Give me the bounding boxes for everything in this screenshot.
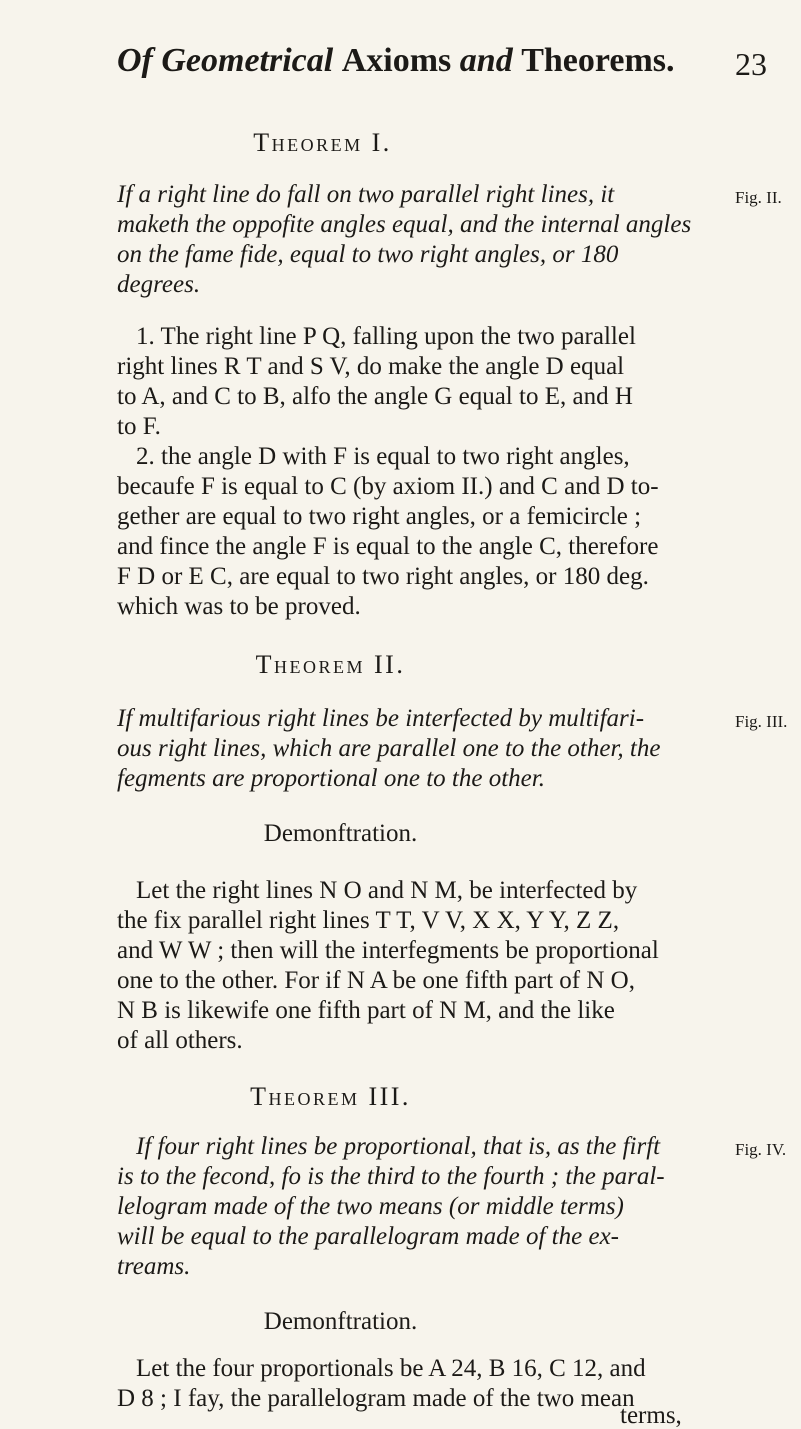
- theorem-1-statement-line: degrees.: [117, 271, 201, 298]
- theorem-3-demonstration-heading: Demonftration.: [263, 1308, 418, 1335]
- theorem-1-body-line: 1. The right line P Q, falling upon the two parallel: [136, 323, 636, 350]
- header-roman-1: Axioms: [341, 42, 452, 79]
- running-header: [117, 42, 675, 80]
- theorem-1-statement-line: If a right line do fall on two parallel right lines, it: [117, 181, 615, 208]
- theorem-1-statement-line: on the fame fide, equal to two right angles, or 180: [117, 241, 619, 268]
- theorem-1-body-line: becaufe F is equal to C (by axiom II.) and C and D to-: [117, 473, 659, 500]
- theorem-1-body-line: to F.: [117, 413, 161, 440]
- theorem-3-statement-line: lelogram made of the two means (or middle terms): [117, 1193, 624, 1220]
- theorem-3-statement-line: treams.: [117, 1253, 191, 1280]
- theorem-2-body-line: Let the right lines N O and N M, be interfected by: [136, 877, 638, 904]
- catchword: terms,: [620, 1402, 682, 1429]
- theorem-1-statement-line: maketh the oppofite angles equal, and the internal angles: [117, 211, 692, 238]
- theorem-2-fig-ref: Fig. III.: [735, 712, 788, 731]
- header-italic-2: and: [459, 42, 513, 79]
- theorem-2-body-line: of all others.: [117, 1027, 243, 1054]
- theorem-2-statement-line: ous right lines, which are parallel one to the other, the: [117, 735, 661, 762]
- theorem-1-body-line: F D or E C, are equal to two right angles, or 180 deg.: [117, 563, 649, 590]
- theorem-1-body-line: 2. the angle D with F is equal to two right angles,: [136, 443, 630, 470]
- theorem-1-heading: Theorem I.: [253, 128, 392, 157]
- theorem-3-body-line: D 8 ; I fay, the parallelogram made of the two mean: [117, 1385, 635, 1412]
- theorem-1-body-line: which was to be proved.: [117, 593, 361, 620]
- theorem-1-fig-ref: Fig. II.: [735, 188, 782, 207]
- theorem-3-body-line: Let the four proportionals be A 24, B 16, C 12, and: [136, 1355, 646, 1382]
- theorem-2-body-line: the fix parallel right lines T T, V V, X X, Y Y, Z Z,: [117, 907, 620, 934]
- page-number: 23: [735, 46, 767, 82]
- theorem-2-statement-line: If multifarious right lines be interfected by multifari-: [117, 705, 645, 732]
- theorem-3-statement-line: is to the fecond, fo is the third to the fourth ; the paral-: [117, 1163, 665, 1190]
- theorem-2-demonstration-heading: Demonftration.: [263, 820, 418, 847]
- theorem-3-fig-ref: Fig. IV.: [735, 1140, 787, 1159]
- header-roman-2: Theorems.: [521, 42, 675, 79]
- theorem-2-body-line: N B is likewife one fifth part of N M, and the like: [117, 997, 615, 1024]
- theorem-3-statement-line: If four right lines be proportional, that is, as the firft: [136, 1133, 661, 1160]
- theorem-3-heading: Theorem III.: [250, 1082, 411, 1111]
- theorem-2-statement-line: fegments are proportional one to the other.: [117, 765, 545, 792]
- header-italic-1: Of Geometrical: [117, 42, 334, 79]
- theorem-1-body-line: gether are equal to two right angles, or a femicircle ;: [117, 503, 642, 530]
- theorem-1-body-line: to A, and C to B, alfo the angle G equal to E, and H: [117, 383, 633, 410]
- theorem-2-body-line: and W W ; then will the interfegments be proportional: [117, 937, 659, 964]
- theorem-1-body-line: right lines R T and S V, do make the angle D equal: [117, 353, 625, 380]
- theorem-1-body-line: and fince the angle F is equal to the angle C, therefore: [117, 533, 659, 560]
- theorem-3-statement-line: will be equal to the parallelogram made of the ex-: [117, 1223, 619, 1250]
- theorem-2-body-line: one to the other. For if N A be one fifth part of N O,: [117, 967, 635, 994]
- theorem-2-heading: Theorem II.: [255, 650, 406, 679]
